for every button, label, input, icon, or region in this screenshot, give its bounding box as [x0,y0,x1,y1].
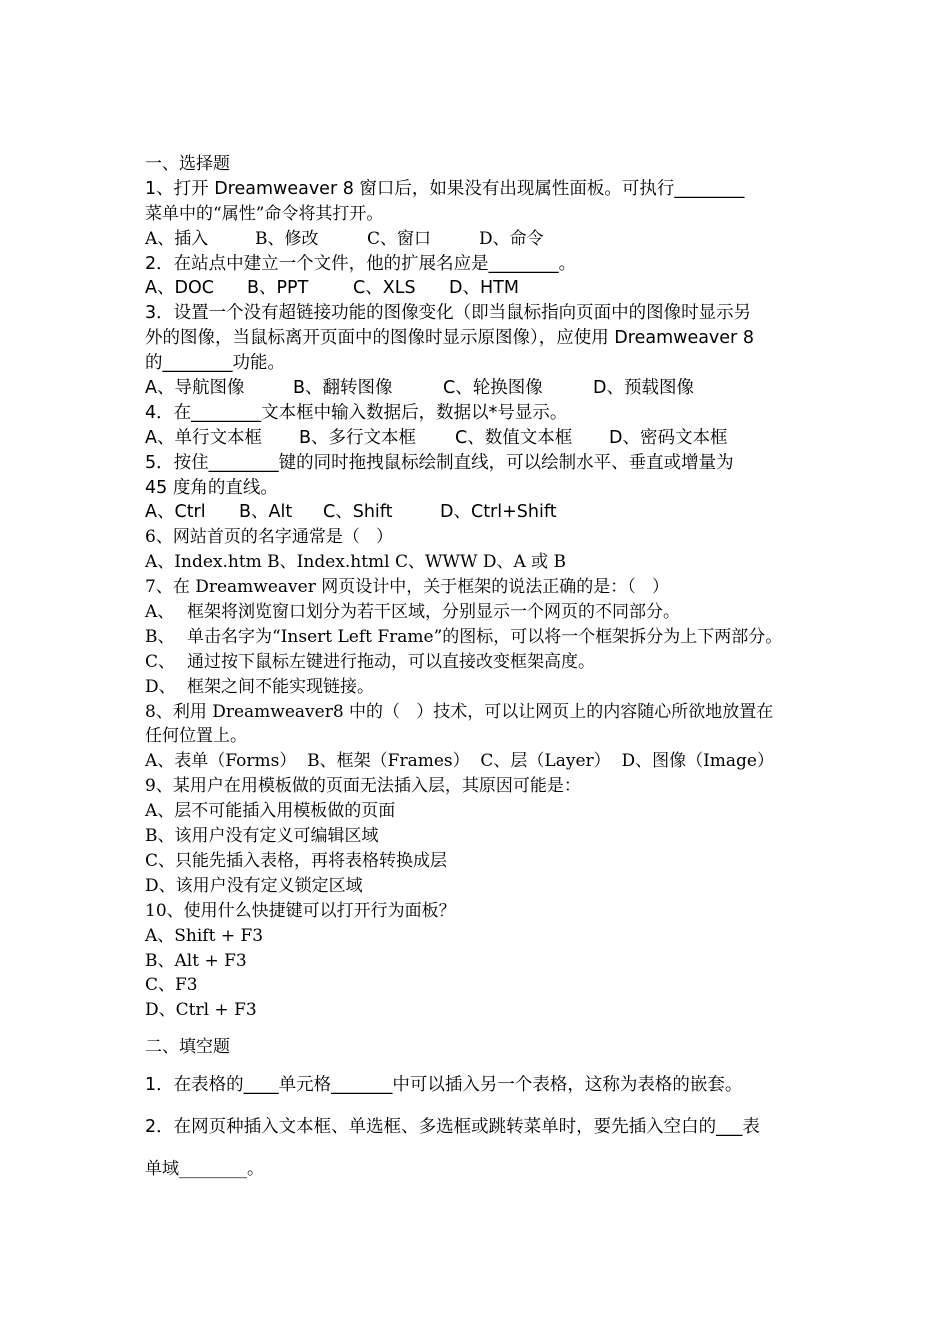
question-3-text-cont2: 的________功能。 [145,353,285,374]
option-a: A、DOC [145,278,214,299]
option-c: C、轮换图像 [443,378,543,399]
question-2-text: 2．在站点中建立一个文件，他的扩展名应是________。 [145,253,577,274]
fill-question-2: 2．在网页种插入文本框、单选框、多选框或跳转菜单时，要先插入空白的___表 [145,1117,760,1138]
option-d: D、预载图像 [593,378,694,399]
question-9-option-c: C、只能先插入表格，再将表格转换成层 [145,850,448,871]
option-b: B、翻转图像 [293,378,393,399]
question-4-text: 4．在________文本框中输入数据后，数据以*号显示。 [145,402,568,423]
option-c: C、XLS [353,278,416,299]
option-a: A、插入 [145,228,209,249]
option-d: D、命令 [479,228,544,249]
question-5-text: 5．按住________键的同时拖拽鼠标绘制直线，可以绘制水平、垂直或增量为 [145,452,734,473]
question-7-option-d [145,675,810,700]
option-text: 框架之间不能实现链接。 [187,676,374,697]
option-a: A、单行文本框 [145,427,262,448]
question-1-text-cont: 菜单中的“属性”命令将其打开。 [145,203,384,224]
question-8-text: 8、利用 Dreamweaver8 中的（ ）技术，可以让网页上的内容随心所欲地放置在 [145,701,774,722]
option-letter: C、 [145,651,176,672]
option-c: C、窗口 [367,228,432,249]
document-body [145,152,810,1190]
option-a: A、Ctrl [145,502,206,523]
question-7-option-b [145,625,810,650]
section-title: 二、填空题 [145,1037,230,1058]
question-9-option-a: A、层不可能插入用模板做的页面 [145,801,396,822]
question-3-options [145,376,810,401]
option-c: C、数值文本框 [455,427,573,448]
question-10-option-c: C、F3 [145,975,198,996]
question-8-text-cont: 任何位置上。 [145,726,247,747]
option-d: D、密码文本框 [609,427,728,448]
question-9-text: 9、某用户在用模板做的页面无法插入层，其原因可能是： [145,776,581,797]
option-text: 单击名字为“Insert Left Frame”的图标，可以将一个框架拆分为上下两部分。 [187,626,783,647]
question-3-text: 3．设置一个没有超链接功能的图像变化（即当鼠标指向页面中的图像时显示另 [145,303,752,324]
question-5-text-cont: 45 度角的直线。 [145,477,278,498]
question-6-text: 6、网站首页的名字通常是（ ） [145,527,394,548]
question-8-options: A、表单（Forms） B、框架（Frames） C、层（Layer） D、图像（Image） [145,751,774,772]
fill-question-1: 1．在表格的____单元格_______中可以插入另一个表格，这称为表格的嵌套。 [145,1075,743,1096]
spacer [145,1023,810,1035]
question-1-options [145,227,810,252]
question-10-option-a: A、Shift + F3 [145,925,264,946]
section-title: 一、选择题 [145,154,230,174]
option-letter: D、 [145,676,176,697]
option-d: D、HTM [449,278,519,299]
option-b: B、PPT [247,278,309,299]
question-7-option-c [145,650,810,675]
option-a: A、导航图像 [145,378,245,399]
question-3-text-cont: 外的图像，当鼠标离开页面中的图像时显示原图像），应使用 Dreamweaver 8 [145,328,754,349]
question-7-text: 7、在 Dreamweaver 网页设计中，关于框架的说法正确的是：（ ） [145,577,669,598]
question-5-options [145,500,810,525]
fill-question-2-cont: 单域________。 [145,1159,264,1180]
question-6-options: A、Index.htm B、Index.html C、WWW D、A 或 B [145,552,567,573]
option-b: B、修改 [255,228,319,249]
option-letter: A、 [145,602,175,623]
option-letter: B、 [145,626,175,647]
question-10-text: 10、使用什么快捷键可以打开行为面板？ [145,900,456,921]
option-c: C、Shift [323,502,393,523]
option-b: B、Alt [239,502,293,523]
question-10-option-d: D、Ctrl + F3 [145,1000,257,1021]
question-7-option-a [145,600,810,625]
question-9-option-b: B、该用户没有定义可编辑区域 [145,826,379,847]
option-text: 框架将浏览窗口划分为若干区域，分别显示一个网页的不同部分。 [187,602,680,623]
option-b: B、多行文本框 [299,427,417,448]
question-4-options [145,426,810,451]
question-1-text: 1、打开 Dreamweaver 8 窗口后，如果没有出现属性面板。可执行________ [145,178,745,199]
question-9-option-d: D、该用户没有定义锁定区域 [145,875,363,896]
question-10-option-b: B、Alt + F3 [145,950,247,971]
option-d: D、Ctrl+Shift [440,502,557,523]
question-2-options [145,276,810,301]
option-text: 通过按下鼠标左键进行拖动，可以直接改变框架高度。 [187,651,595,672]
